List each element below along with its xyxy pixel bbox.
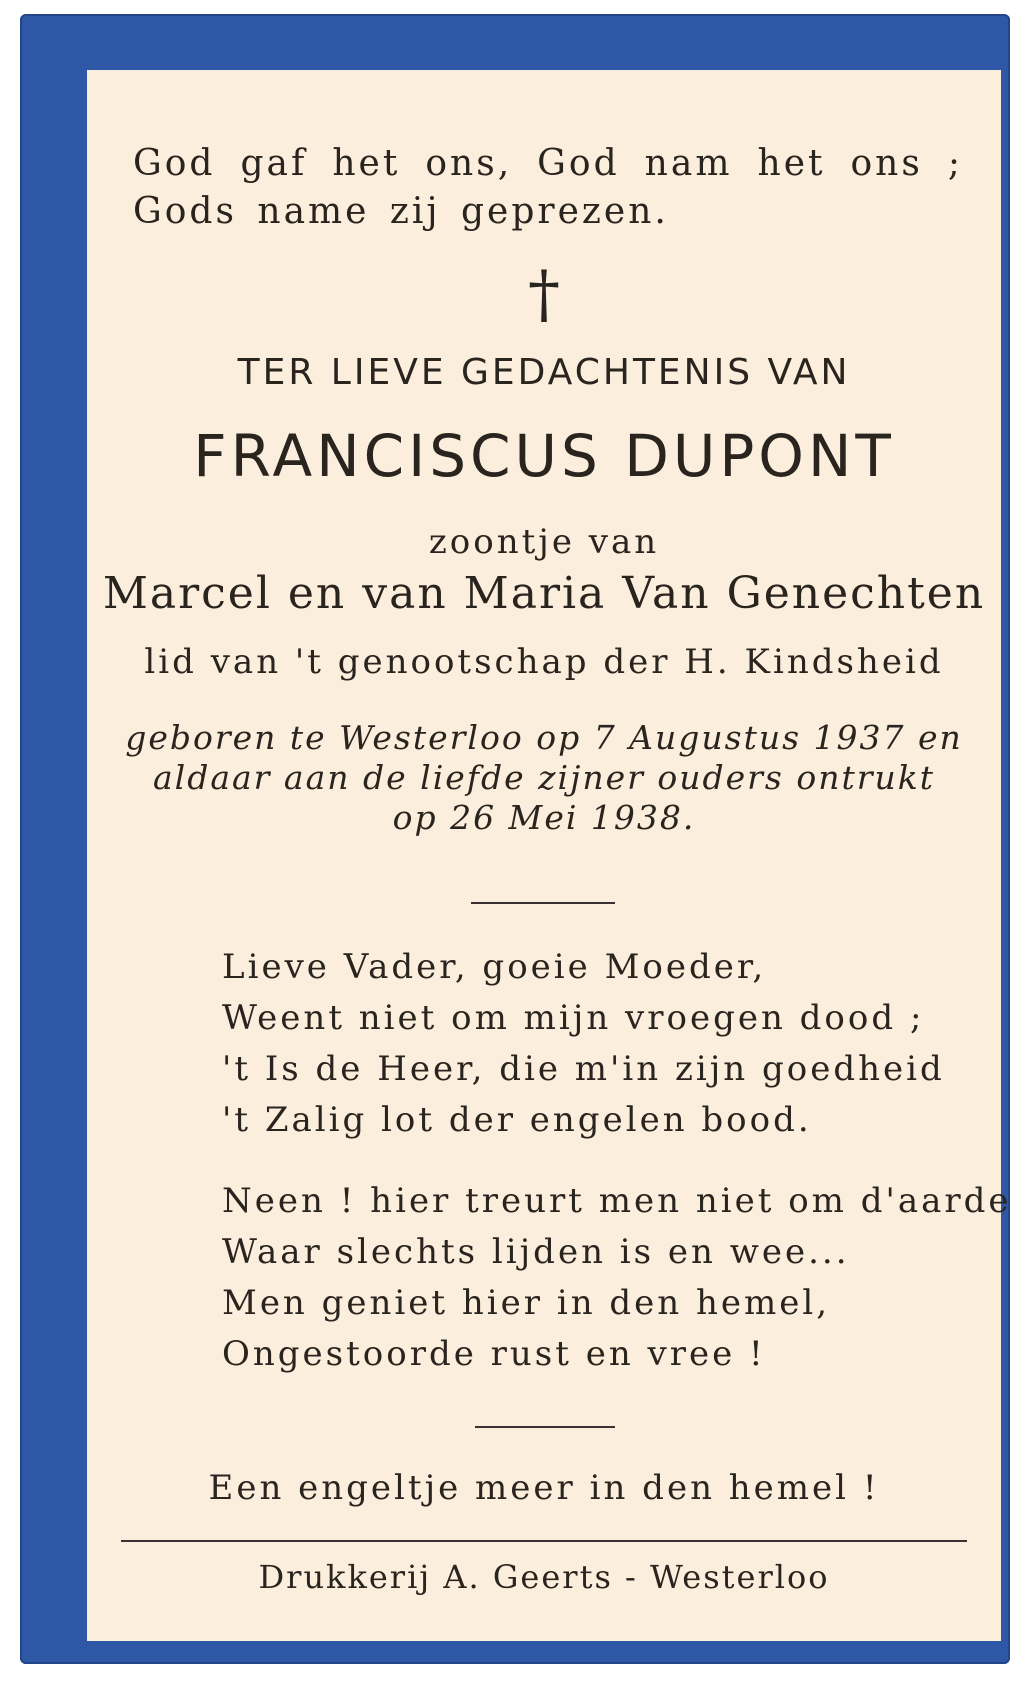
dates-line: op 26 Mei 1938.: [392, 798, 696, 837]
poem-line: Neen ! hier treurt men niet om d'aarde: [222, 1181, 1012, 1221]
motto-text: God gaf het ons, God nam het ons ; Gods name zij geprezen.: [133, 143, 963, 232]
poem-line: Men geniet hier in den hemel,: [222, 1283, 831, 1323]
memorial-card-border: [20, 14, 1010, 1664]
printer-credit: Drukkerij A. Geerts - Westerloo: [258, 1558, 830, 1596]
divider: [475, 1426, 615, 1428]
poem-stanza-2: [222, 1176, 1012, 1380]
poem-line: Lieve Vader, goeie Moeder,: [222, 947, 767, 987]
poem-line: 't Is de Heer, die m'in zijn goedheid: [222, 1049, 945, 1089]
poem-line: Ongestoorde rust en vree !: [222, 1334, 766, 1374]
footer-rule: [121, 1540, 967, 1542]
deceased-name: FRANCISCUS DUPONT: [193, 422, 895, 490]
poem-line: 't Zalig lot der engelen bood.: [222, 1100, 812, 1140]
membership-text: lid van 't genootschap der H. Kindsheid: [144, 642, 944, 682]
relation-text: zoontje van: [428, 522, 660, 562]
dates-line: aldaar aan de liefde zijner ouders ontrukt: [152, 758, 936, 797]
dates-line: geboren te Westerloo op 7 Augustus 1937 en: [125, 718, 963, 757]
poem-stanza-1: [222, 942, 945, 1146]
closing-line: Een engeltje meer in den hemel !: [208, 1468, 880, 1508]
memorial-card: [87, 70, 1012, 1641]
divider: [471, 902, 615, 904]
parents-names: Marcel en van Maria Van Genechten: [102, 568, 986, 619]
birth-death-dates: [87, 718, 1001, 838]
cross-icon: †: [528, 258, 560, 332]
poem-line: Weent niet om mijn vroegen dood ;: [222, 998, 925, 1038]
dedication-heading: TER LIEVE GEDACHTENIS VAN: [237, 352, 851, 393]
poem-line: Waar slechts lijden is en wee...: [222, 1232, 850, 1272]
